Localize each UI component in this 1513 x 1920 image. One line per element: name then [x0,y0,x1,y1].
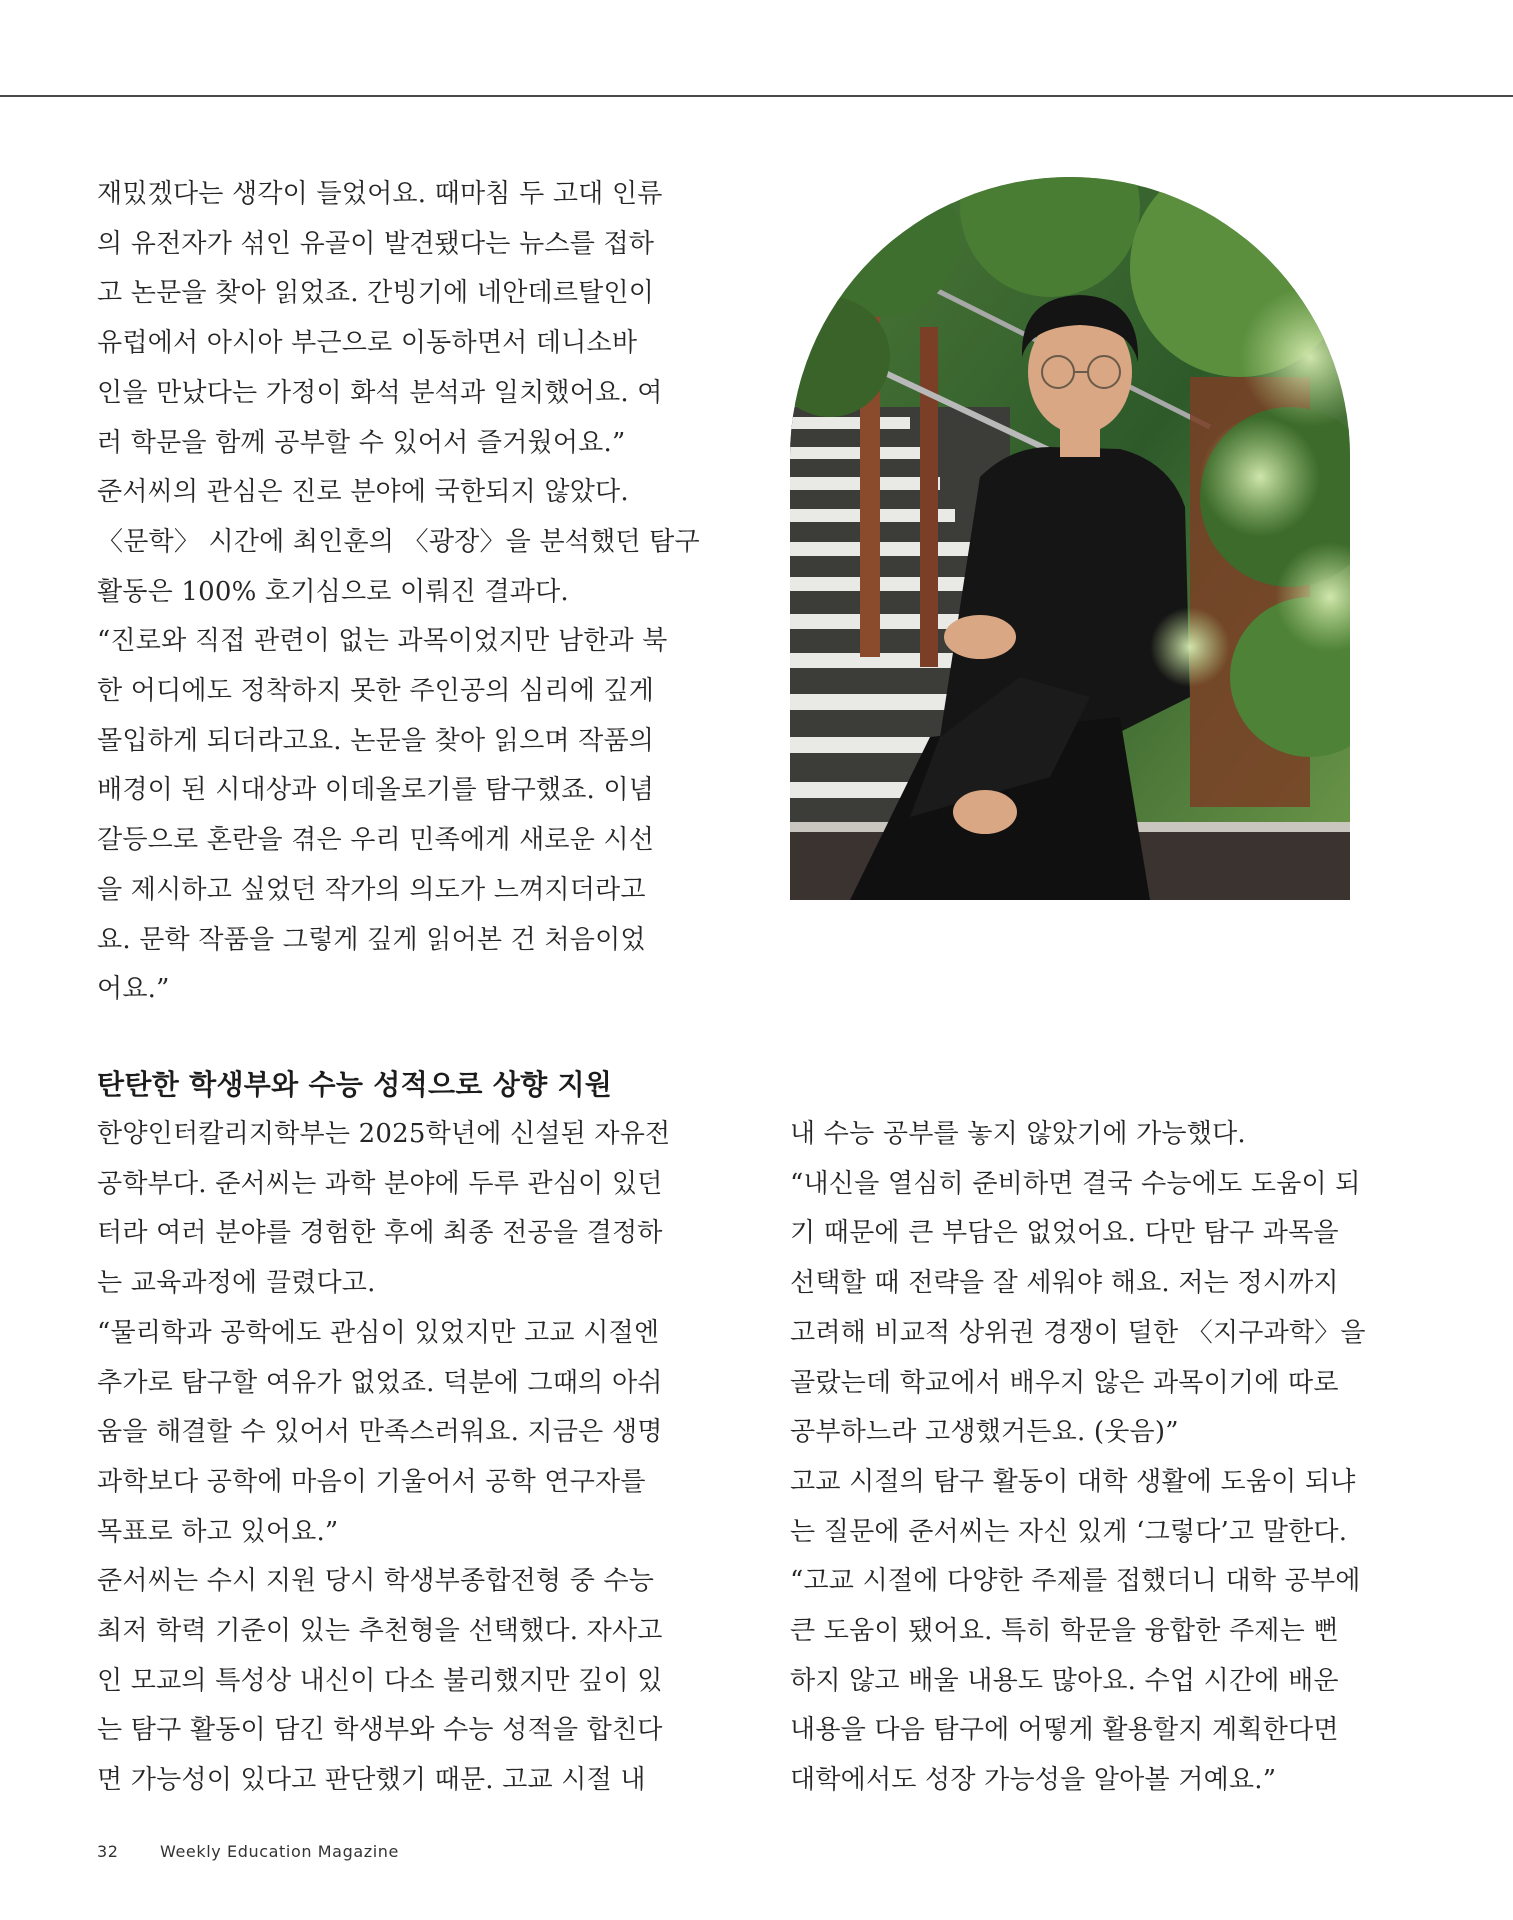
text-line: 의 유전자가 섞인 유골이 발견됐다는 뉴스를 접하 [97,228,655,259]
text-line: 갈등으로 혼란을 겪은 우리 민족에게 새로운 시선 [97,825,655,856]
text-line: 한 어디에도 정착하지 못한 주인공의 심리에 깊게 [97,676,655,707]
text-line: 준서씨의 관심은 진로 분야에 국한되지 않았다. [97,477,629,508]
text-line: 하지 않고 배울 내용도 많아요. 수업 시간에 배운 [790,1665,1339,1696]
page-number: 32 [97,1842,119,1861]
text-line: “고교 시절에 다양한 주제를 접했더니 대학 공부에 [790,1566,1361,1597]
text-line: 내용을 다음 탐구에 어떻게 활용할지 계획한다면 [790,1715,1339,1746]
text-line: “진로와 직접 관련이 없는 과목이었지만 남한과 북 [97,626,668,657]
text-line: 골랐는데 학교에서 배우지 않은 과목이기에 따로 [790,1367,1339,1398]
text-line: 러 학문을 함께 공부할 수 있어서 즐거웠어요.” [97,427,626,458]
portrait-illustration [790,177,1350,900]
text-line: 인 모교의 특성상 내신이 다소 불리했지만 깊이 있 [97,1665,663,1696]
text-line: 고 논문을 찾아 읽었죠. 간빙기에 네안데르탈인이 [97,278,655,309]
text-line: 공부하느라 고생했거든요. (웃음)” [790,1417,1179,1448]
article-text-top-left [97,170,700,1015]
text-line: 몰입하게 되더라고요. 논문을 찾아 읽으며 작품의 [97,725,655,756]
text-line: 을 제시하고 싶었던 작가의 의도가 느껴지더라고 [97,874,646,905]
text-line: 한양인터칼리지학부는 2025학년에 신설된 자유전 [97,1119,671,1149]
article-text-bottom-left [97,1060,671,1806]
text-line: 는 질문에 준서씨는 자신 있게 ‘그렇다’고 말한다. [790,1516,1348,1547]
text-line: 최저 학력 기준이 있는 추천형을 선택했다. 자사고 [97,1616,663,1647]
text-line: 큰 도움이 됐어요. 특히 학문을 융합한 주제는 뻔 [790,1616,1339,1647]
article-text-bottom-right [790,1110,1366,1806]
text-line: 고려해 비교적 상위권 경쟁이 덜한 〈지구과학〉을 [790,1317,1366,1348]
text-line: 면 가능성이 있다고 판단했기 때문. 고교 시절 내 [97,1765,646,1796]
text-line: 추가로 탐구할 여유가 없었죠. 덕분에 그때의 아쉬 [97,1367,663,1398]
magazine-name: Weekly Education Magazine [160,1842,399,1861]
text-line: 목표로 하고 있어요.” [97,1516,339,1547]
text-line: 공학부다. 준서씨는 과학 분야에 두루 관심이 있던 [97,1168,663,1199]
text-line: 는 교육과정에 끌렸다고. [97,1268,376,1299]
text-line: 배경이 된 시대상과 이데올로기를 탐구했죠. 이념 [97,775,655,806]
text-line: 활동은 100% 호기심으로 이뤄진 결과다. [97,576,569,607]
text-line: 기 때문에 큰 부담은 없었어요. 다만 탐구 과목을 [790,1218,1339,1249]
text-line: “내신을 열심히 준비하면 결국 수능에도 도움이 되 [790,1168,1361,1199]
text-line: 터라 여러 분야를 경험한 후에 최종 전공을 결정하 [97,1218,663,1249]
text-line: 움을 해결할 수 있어서 만족스러워요. 지금은 생명 [97,1417,663,1448]
text-line: 는 탐구 활동이 담긴 학생부와 수능 성적을 합친다 [97,1715,663,1746]
text-line: 대학에서도 성장 가능성을 알아볼 거예요.” [790,1765,1277,1796]
text-line: 준서씨는 수시 지원 당시 학생부종합전형 중 수능 [97,1566,655,1597]
portrait-photo [790,177,1350,900]
text-line: 유럽에서 아시아 부근으로 이동하면서 데니소바 [97,328,638,359]
text-line: 인을 만났다는 가정이 화석 분석과 일치했어요. 여 [97,377,663,408]
text-line: 〈문학〉 시간에 최인훈의 〈광장〉을 분석했던 탐구 [97,526,700,557]
text-line: “물리학과 공학에도 관심이 있었지만 고교 시절엔 [97,1317,660,1348]
text-line: 내 수능 공부를 놓지 않았기에 가능했다. [790,1119,1246,1149]
text-line: 선택할 때 전략을 잘 세워야 해요. 저는 정시까지 [790,1268,1339,1299]
text-line: 요. 문학 작품을 그렇게 깊게 읽어본 건 처음이었 [97,924,646,955]
text-line: 과학보다 공학에 마음이 기울어서 공학 연구자를 [97,1466,646,1497]
section-heading: 탄탄한 학생부와 수능 성적으로 상향 지원 [97,1068,613,1101]
text-line: 재밌겠다는 생각이 들었어요. 때마침 두 고대 인류 [97,179,663,209]
text-line: 고교 시절의 탐구 활동이 대학 생활에 도움이 되냐 [790,1466,1356,1497]
top-rule [0,95,1513,97]
text-line: 어요.” [97,974,170,1005]
